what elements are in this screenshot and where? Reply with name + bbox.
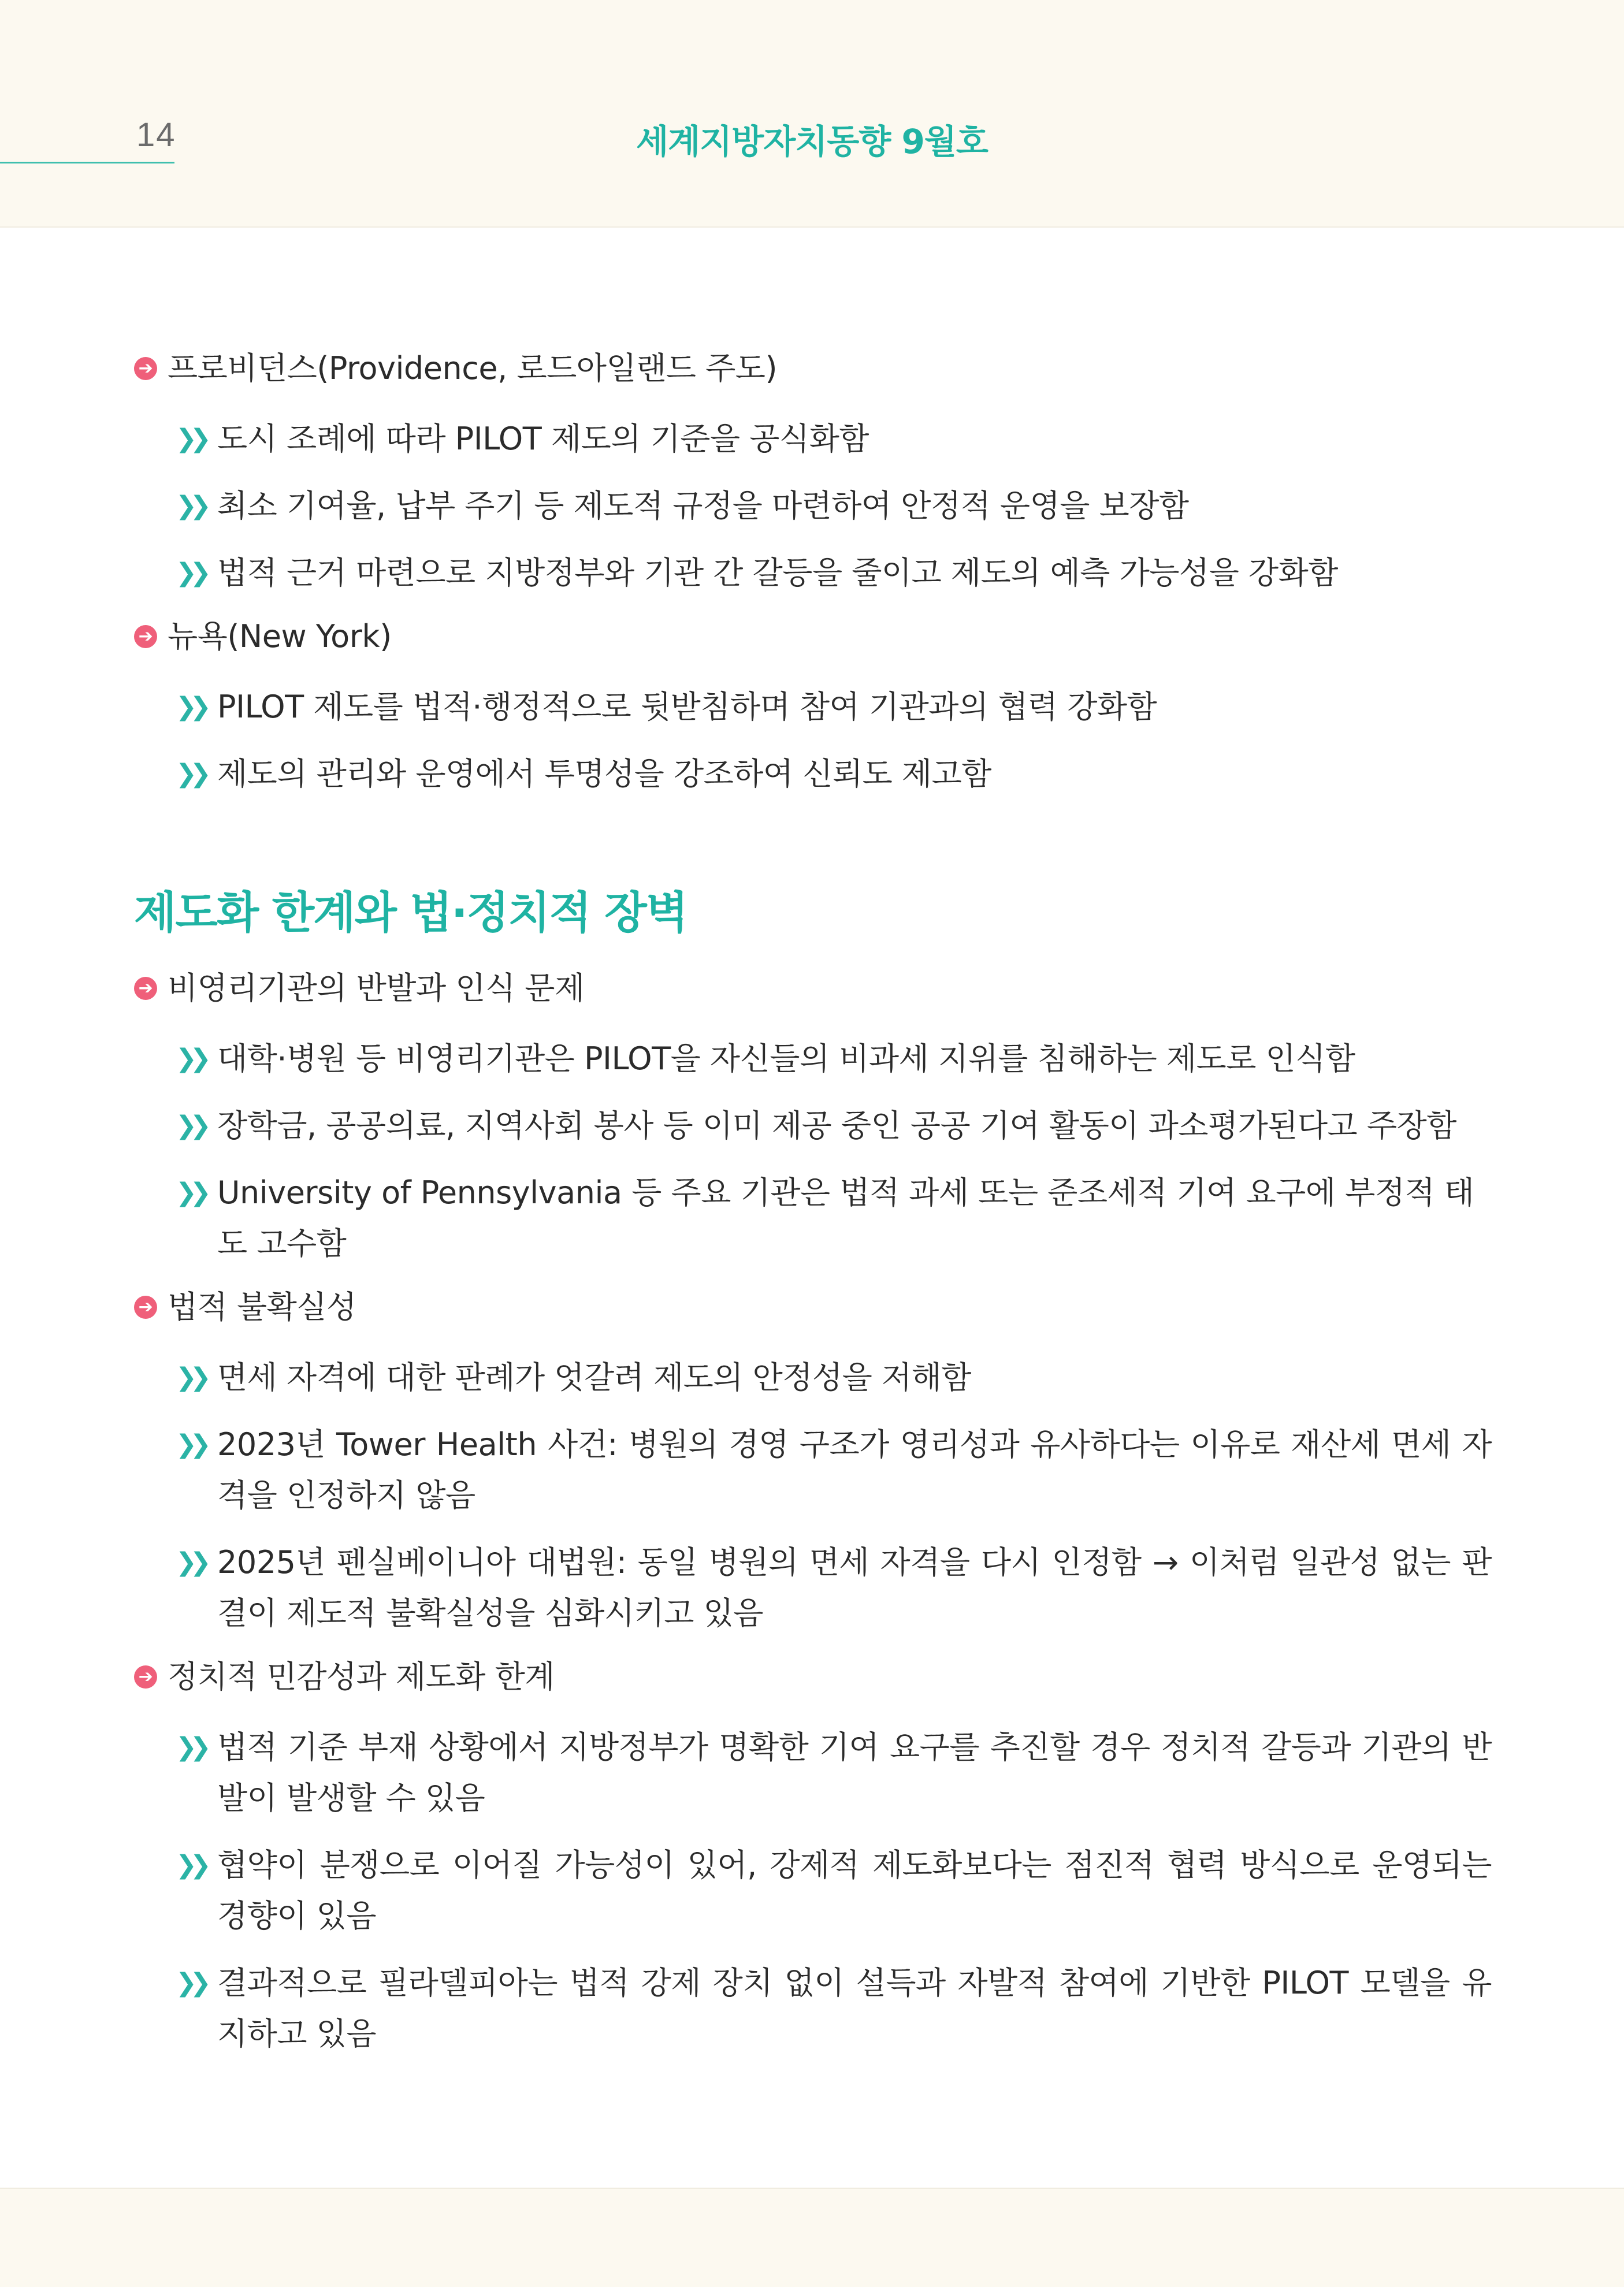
list-item-text: University of Pennsylvania 등 주요 기관은 법적 과세 또는 준조세적 기여 요구에 부정적 태도 고수함	[217, 1174, 1474, 1262]
list-item-text: 최소 기여율, 납부 주기 등 제도적 규정을 마련하여 안정적 운영을 보장함	[217, 488, 1189, 524]
list-item	[176, 1537, 1492, 1639]
circle-arrow-right-icon: ➔	[134, 357, 157, 380]
double-chevron-right-icon: ❯❯	[176, 1430, 205, 1460]
list-item	[176, 1958, 1492, 2059]
list-heading	[134, 615, 1492, 659]
double-chevron-right-icon: ❯❯	[176, 1850, 205, 1880]
list-group-nonprofit-pushback	[134, 966, 1492, 1269]
page-body	[134, 347, 1492, 2076]
list-heading	[134, 966, 1492, 1010]
list-group-political-sensitivity	[134, 1655, 1492, 2059]
page-number: 14	[136, 116, 176, 154]
double-chevron-right-icon: ❯❯	[176, 1732, 205, 1762]
list-item-text: 면세 자격에 대한 판례가 엇갈려 제도의 안정성을 저해함	[217, 1359, 971, 1396]
list-item-text: 대학·병원 등 비영리기관은 PILOT을 자신들의 비과세 지위를 침해하는 제도로 인식함	[217, 1040, 1355, 1077]
double-chevron-right-icon: ❯❯	[176, 1363, 205, 1393]
list-item-text: 법적 근거 마련으로 지방정부와 기관 간 갈등을 줄이고 제도의 예측 가능성을 강화함	[217, 555, 1338, 591]
list-item	[176, 481, 1492, 531]
list-item-text: 제도의 관리와 운영에서 투명성을 강조하여 신뢰도 제고함	[217, 756, 991, 792]
list-item-text: 2025년 펜실베이니아 대법원: 동일 병원의 면세 자격을 다시 인정함 → 이처럼 일관성 없는 판결이 제도적 불확실성을 심화시키고 있음	[217, 1544, 1492, 1632]
double-chevron-right-icon: ❯❯	[176, 424, 205, 453]
circle-arrow-right-icon: ➔	[134, 1665, 157, 1689]
list-item	[176, 682, 1492, 732]
list-heading	[134, 347, 1492, 391]
list-item-text: PILOT 제도를 법적·행정적으로 뒷받침하며 참여 기관과의 협력 강화함	[217, 689, 1157, 725]
list-heading	[134, 1655, 1492, 1699]
list-heading-label: 법적 불확실성	[168, 1289, 356, 1326]
double-chevron-right-icon: ❯❯	[176, 1548, 205, 1578]
double-chevron-right-icon: ❯❯	[176, 491, 205, 520]
circle-arrow-right-icon: ➔	[134, 1296, 157, 1319]
list-item	[176, 1352, 1492, 1403]
list-item-text: 결과적으로 필라델피아는 법적 강제 장치 없이 설득과 자발적 참여에 기반한 PILOT 모델을 유지하고 있음	[217, 1965, 1492, 2052]
circle-arrow-right-icon: ➔	[134, 977, 157, 1000]
list-item	[176, 1840, 1492, 1942]
list-group-providence	[134, 347, 1492, 598]
list-item-text: 협약이 분쟁으로 이어질 가능성이 있어, 강제적 제도화보다는 점진적 협력 방식으로 운영되는 경향이 있음	[217, 1847, 1492, 1935]
double-chevron-right-icon: ❯❯	[176, 1178, 205, 1208]
double-chevron-right-icon: ❯❯	[176, 692, 205, 722]
list-item	[176, 1100, 1492, 1151]
list-item	[176, 1419, 1492, 1521]
list-heading-label: 뉴욕(New York)	[168, 618, 392, 655]
list-item-text: 법적 기준 부재 상황에서 지방정부가 명확한 기여 요구를 추진할 경우 정치적 갈등과 기관의 반발이 발생할 수 있음	[217, 1729, 1492, 1817]
list-item	[176, 1722, 1492, 1824]
list-item-text: 도시 조례에 따라 PILOT 제도의 기준을 공식화함	[217, 421, 869, 457]
double-chevron-right-icon: ❯❯	[176, 1111, 205, 1141]
list-heading-label: 프로비던스(Providence, 로드아일랜드 주도)	[168, 350, 778, 386]
list-item	[176, 749, 1492, 799]
list-group-new-york	[134, 615, 1492, 799]
list-heading-label: 비영리기관의 반발과 인식 문제	[168, 970, 585, 1007]
list-item	[176, 1033, 1492, 1084]
double-chevron-right-icon: ❯❯	[176, 1044, 205, 1074]
list-item	[176, 1167, 1492, 1269]
list-heading-label: 정치적 민감성과 제도화 한계	[168, 1658, 555, 1695]
double-chevron-right-icon: ❯❯	[176, 558, 205, 587]
page-header	[0, 0, 1624, 228]
list-item-text: 2023년 Tower Health 사건: 병원의 경영 구조가 영리성과 유사하다는 이유로 재산세 면세 자격을 인정하지 않음	[217, 1426, 1492, 1514]
double-chevron-right-icon: ❯❯	[176, 759, 205, 789]
section-title: 제도화 한계와 법·정치적 장벽	[134, 887, 687, 938]
double-chevron-right-icon: ❯❯	[176, 1968, 205, 1998]
page-footer	[0, 2188, 1624, 2287]
list-item	[176, 414, 1492, 464]
list-item	[176, 548, 1492, 598]
list-group-legal-uncertainty	[134, 1285, 1492, 1639]
circle-arrow-right-icon: ➔	[134, 625, 157, 648]
list-heading	[134, 1285, 1492, 1329]
publication-title: 세계지방자치동향 9월호	[636, 122, 988, 161]
list-item-text: 장학금, 공공의료, 지역사회 봉사 등 이미 제공 중인 공공 기여 활동이 과소평가된다고 주장함	[217, 1107, 1456, 1144]
